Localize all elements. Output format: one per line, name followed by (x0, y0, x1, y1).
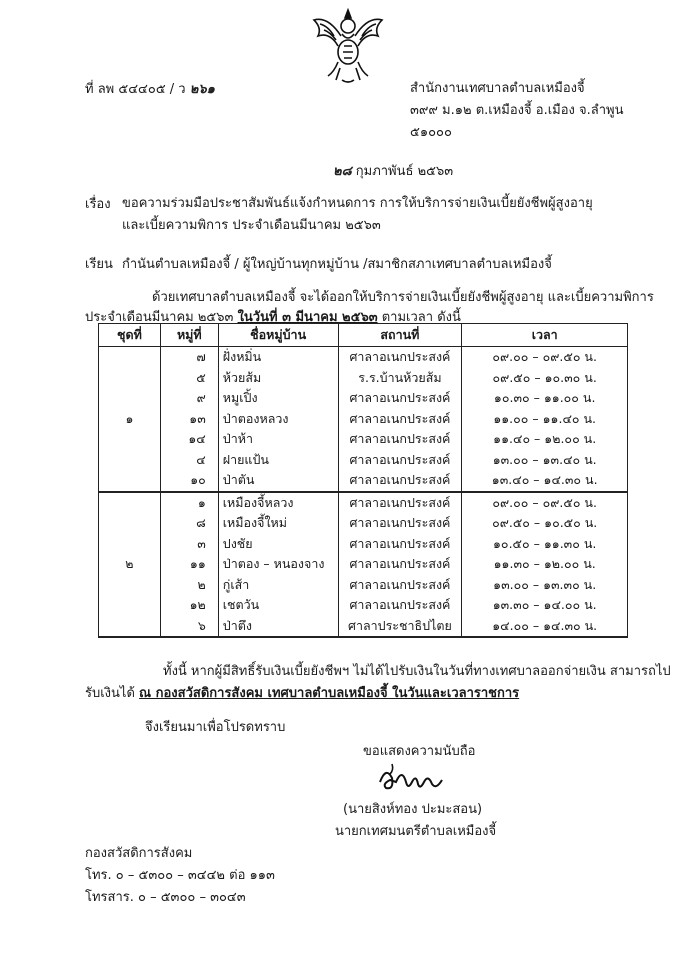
table-row (99, 616, 628, 638)
table-row (99, 429, 628, 450)
village-number-cell: ๑ (160, 492, 218, 514)
time-cell: ๑๓.๐๐ – ๑๓.๔๐ น. (462, 450, 628, 471)
closing-regards: ขอแสดงความนับถือ (363, 744, 476, 759)
village-name-cell: ป่าตองหลวง (218, 409, 338, 430)
header-place: สถานที่ (338, 324, 462, 347)
receive-text: รับเงินได้ (85, 686, 135, 701)
recipient-label: เรียน (85, 257, 113, 272)
place-cell: ศาลาอเนกประสงค์ (338, 595, 462, 616)
village-number-cell: ๘ (160, 513, 218, 534)
time-cell: ๑๓.๐๐ – ๑๓.๓๐ น. (462, 575, 628, 596)
footer-contact (85, 843, 275, 909)
month-text: ประจำเดือนมีนาคม ๒๕๖๓ (85, 310, 234, 325)
header-time: เวลา (462, 324, 628, 347)
village-number-cell: ๑๒ (160, 595, 218, 616)
place-cell: ศาลาอเนกประสงค์ (338, 347, 462, 368)
time-cell: ๑๐.๕๐ – ๑๑.๓๐ น. (462, 534, 628, 555)
body-paragraph-2-line-1: ทั้งนี้ หากผู้มีสิทธิ์รับเงินเบี้ยยังชีพฯ ไม่ได้ไปรับเงินในวันที่ทางเทศบาลออกจ่ายเงิน สามารถไป (163, 664, 671, 679)
footer-phone: โทร. ๐ – ๕๓๐๐ – ๓๔๔๒ ต่อ ๑๑๓ (85, 868, 275, 883)
date-day-handwritten: ๒๘ (333, 164, 352, 179)
time-cell: ๐๙.๕๐ – ๑๐.๕๐ น. (462, 513, 628, 534)
office-street: ๓๙๙ ม.๑๒ ต.เหมืองจี้ อ.เมือง จ.ลำพูน (410, 103, 624, 118)
village-number-cell: ๕ (160, 368, 218, 389)
place-cell: ศาลาอเนกประสงค์ (338, 429, 462, 450)
place-cell: ร.ร.บ้านห้วยส้ม (338, 368, 462, 389)
village-name-cell: ปงชัย (218, 534, 338, 555)
village-name-cell: ฝายแป้น (218, 450, 338, 471)
signer-name: (นายสิงห์ทอง ปะมะสอน) (343, 802, 483, 817)
schedule-table (98, 323, 628, 638)
place-cell: ศาลาอเนกประสงค์ (338, 470, 462, 492)
header-set: ชุดที่ (99, 324, 161, 347)
footer-department: กองสวัสดิการสังคม (85, 846, 193, 861)
place-cell: ศาลาอเนกประสงค์ (338, 492, 462, 514)
village-number-cell: ๑๑ (160, 554, 218, 575)
body-paragraph-2-line-2 (85, 682, 519, 703)
service-date-underlined: ในวันที่ ๓ มีนาคม ๒๕๖๓ (237, 310, 378, 325)
village-number-cell: ๙ (160, 388, 218, 409)
time-cell: ๑๑.๓๐ – ๑๒.๐๐ น. (462, 554, 628, 575)
signature-image (372, 760, 452, 800)
table-row (99, 554, 628, 575)
village-name-cell: ป่าตึง (218, 616, 338, 638)
table-row (99, 409, 628, 430)
village-number-cell: ๖ (160, 616, 218, 638)
village-number-cell: ๑๐ (160, 470, 218, 492)
table-row (99, 450, 628, 471)
time-cell: ๑๓.๔๐ – ๑๔.๓๐ น. (462, 470, 628, 492)
village-name-cell: กู่เส้า (218, 575, 338, 596)
village-name-cell: เชตวัน (218, 595, 338, 616)
table-row (99, 575, 628, 596)
table-row (99, 534, 628, 555)
header-village-name: ชื่อหมู่บ้าน (218, 324, 338, 347)
reference-handwritten-number: ๒๖๑ (189, 82, 215, 97)
subject-line-2: และเบี้ยความพิการ ประจำเดือนมีนาคม ๒๕๖๓ (122, 218, 381, 233)
village-name-cell: ป่าห้า (218, 429, 338, 450)
village-number-cell: ๑๔ (160, 429, 218, 450)
recipient-text: กำนันตำบลเหมืองจี้ / ผู้ใหญ่บ้านทุกหมู่บ้าน /สมาชิกสภาเทศบาลตำบลเหมืองจี้ (122, 257, 552, 272)
garuda-emblem-icon (308, 6, 388, 86)
table-row (99, 388, 628, 409)
village-number-cell: ๔ (160, 450, 218, 471)
place-cell: ศาลาประชาธิปไตย (338, 616, 462, 638)
date-month-year: กุมภาพันธ์ ๒๕๖๓ (355, 164, 454, 179)
reference-number (85, 78, 215, 99)
village-name-cell: ป่าตอง – หนองจาง (218, 554, 338, 575)
set-number-cell: ๒ (99, 492, 161, 638)
office-address (410, 78, 624, 144)
table-header-row (99, 324, 628, 347)
letter-date (333, 160, 453, 181)
place-cell: ศาลาอเนกประสงค์ (338, 534, 462, 555)
village-name-cell: เหมืองจี้ใหม่ (218, 513, 338, 534)
village-name-cell: ห้วยส้ม (218, 368, 338, 389)
place-cell: ศาลาอเนกประสงค์ (338, 513, 462, 534)
place-cell: ศาลาอเนกประสงค์ (338, 575, 462, 596)
header-village-number: หมู่ที่ (160, 324, 218, 347)
table-row (99, 513, 628, 534)
table-row (99, 470, 628, 492)
office-name: สำนักงานเทศบาลตำบลเหมืองจี้ (410, 81, 585, 96)
subject-label: เรื่อง (85, 197, 111, 212)
place-cell: ศาลาอเนกประสงค์ (338, 450, 462, 471)
village-number-cell: ๒ (160, 575, 218, 596)
body-paragraph-3: จึงเรียนมาเพื่อโปรดทราบ (145, 720, 286, 735)
receive-location-underlined: ณ กองสวัสดิการสังคม เทศบาลตำบลเหมืองจี้ ในวันและเวลาราชการ (139, 686, 520, 701)
reference-prefix: ที่ ลพ ๕๔๔๐๕ / ว (85, 82, 186, 97)
village-name-cell: ป่าตัน (218, 470, 338, 492)
village-name-cell: หมูเปิ้ง (218, 388, 338, 409)
village-number-cell: ๑๓ (160, 409, 218, 430)
signer-position: นายกเทศมนตรีตำบลเหมืองจี้ (335, 824, 497, 839)
time-cell: ๑๐.๓๐ – ๑๑.๐๐ น. (462, 388, 628, 409)
place-cell: ศาลาอเนกประสงค์ (338, 554, 462, 575)
village-number-cell: ๓ (160, 534, 218, 555)
time-cell: ๑๓.๓๐ – ๑๔.๐๐ น. (462, 595, 628, 616)
subject-line-1: ขอความร่วมมือประชาสัมพันธ์แจ้งกำหนดการ การให้บริการจ่ายเงินเบี้ยยังชีพผู้สูงอายุ (122, 196, 593, 211)
village-name-cell: เหมืองจี้หลวง (218, 492, 338, 514)
village-number-cell: ๗ (160, 347, 218, 368)
time-cell: ๑๔.๐๐ – ๑๔.๓๐ น. (462, 616, 628, 638)
place-cell: ศาลาอเนกประสงค์ (338, 388, 462, 409)
place-cell: ศาลาอเนกประสงค์ (338, 409, 462, 430)
footer-fax: โทรสาร. ๐ – ๕๓๐๐ – ๓๐๔๓ (85, 890, 246, 905)
village-name-cell: ฝั่งหมิ่น (218, 347, 338, 368)
table-row (99, 347, 628, 368)
table-row (99, 492, 628, 514)
time-cell: ๑๑.๐๐ – ๑๑.๔๐ น. (462, 409, 628, 430)
subject-text (122, 193, 593, 237)
time-cell: ๐๙.๐๐ – ๐๙.๕๐ น. (462, 492, 628, 514)
time-cell: ๐๙.๕๐ – ๑๐.๓๐ น. (462, 368, 628, 389)
schedule-intro: ตามเวลา ดังนี้ (381, 310, 461, 325)
office-postcode: ๕๑๐๐๐ (410, 125, 452, 140)
time-cell: ๑๑.๔๐ – ๑๒.๐๐ น. (462, 429, 628, 450)
table-row (99, 368, 628, 389)
body-paragraph-1-line-1: ด้วยเทศบาลตำบลเหมืองจี้ จะได้ออกให้บริการจ่ายเงินเบี้ยยังชีพผู้สูงอายุ และเบี้ยความพิการ (152, 290, 654, 305)
table-row (99, 595, 628, 616)
set-number-cell: ๑ (99, 347, 161, 492)
time-cell: ๐๙.๐๐ – ๐๙.๕๐ น. (462, 347, 628, 368)
